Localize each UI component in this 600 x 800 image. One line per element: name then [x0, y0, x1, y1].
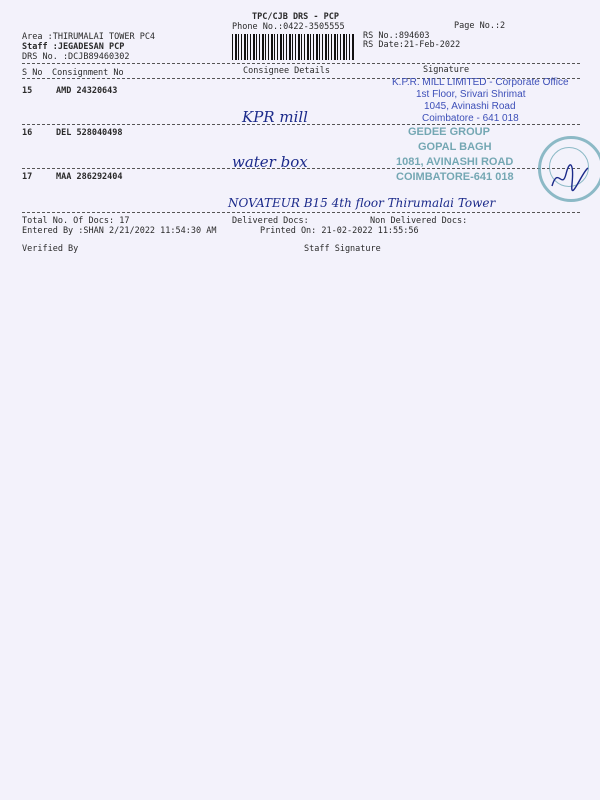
- delivered-docs: Delivered Docs:: [232, 216, 309, 226]
- column-header-sno: S No: [22, 68, 43, 78]
- column-header-consignee: Consignee Details: [243, 66, 330, 76]
- gedee-stamp-line3: 1081, AVINASHI ROAD: [396, 156, 514, 168]
- row-16-sno: 16: [22, 128, 33, 138]
- row-17-sno: 17: [22, 172, 33, 182]
- row-15-consignee-handwritten: KPR mill: [242, 108, 308, 126]
- total-docs: Total No. Of Docs: 17: [22, 216, 130, 226]
- document-title: TPC/CJB DRS - PCP: [252, 12, 339, 22]
- gedee-stamp-line2: GOPAL BAGH: [418, 141, 492, 153]
- staff-label: Staff :JEGADESAN PCP: [22, 42, 125, 52]
- printed-on: Printed On: 21-02-2022 11:55:56: [260, 226, 419, 236]
- phone-number: Phone No.:0422-3505555: [232, 22, 345, 32]
- kpr-stamp-line2: 1st Floor, Srivari Shrimat: [416, 89, 526, 100]
- row-16-consignee-handwritten: water box: [232, 153, 308, 171]
- kpr-stamp-line1: K.P.R. MILL LIMITED - Corporate Office: [392, 77, 569, 88]
- kpr-stamp-line4: Coimbatore - 641 018: [422, 113, 519, 124]
- rs-number: RS No.:894603: [363, 31, 430, 41]
- rs-date: RS Date:21-Feb-2022: [363, 40, 461, 50]
- area-label: Area :THIRUMALAI TOWER PC4: [22, 32, 156, 42]
- handwritten-signature: [548, 160, 592, 194]
- non-delivered-docs: Non Delivered Docs:: [370, 216, 468, 226]
- column-header-consignment: Consignment No: [52, 68, 124, 78]
- divider: [22, 212, 580, 213]
- divider: [22, 63, 580, 64]
- kpr-mill-stamp: [392, 77, 569, 125]
- gedee-stamp-line4: COIMBATORE-641 018: [396, 171, 514, 183]
- gedee-stamp-line1: GEDEE GROUP: [408, 126, 490, 138]
- barcode: [232, 34, 354, 60]
- row-15-sno: 15: [22, 86, 33, 96]
- drs-number: DRS No. :DCJB89460302: [22, 52, 130, 62]
- column-header-signature: Signature: [423, 65, 470, 75]
- gedee-group-stamp: [396, 125, 514, 185]
- entered-by: Entered By :SHAN 2/21/2022 11:54:30 AM: [22, 226, 217, 236]
- kpr-stamp-line3: 1045, Avinashi Road: [424, 101, 516, 112]
- row-17-consignee-handwritten: NOVATEUR B15 4th floor Thirumalai Tower: [228, 196, 496, 210]
- row-17-consignment: MAA 286292404: [56, 172, 123, 182]
- verified-by-label: Verified By: [22, 244, 79, 254]
- page-number: Page No.:2: [454, 21, 506, 31]
- row-15-consignment: AMD 24320643: [56, 86, 118, 96]
- row-16-consignment: DEL 528040498: [56, 128, 123, 138]
- staff-signature-label: Staff Signature: [304, 244, 381, 254]
